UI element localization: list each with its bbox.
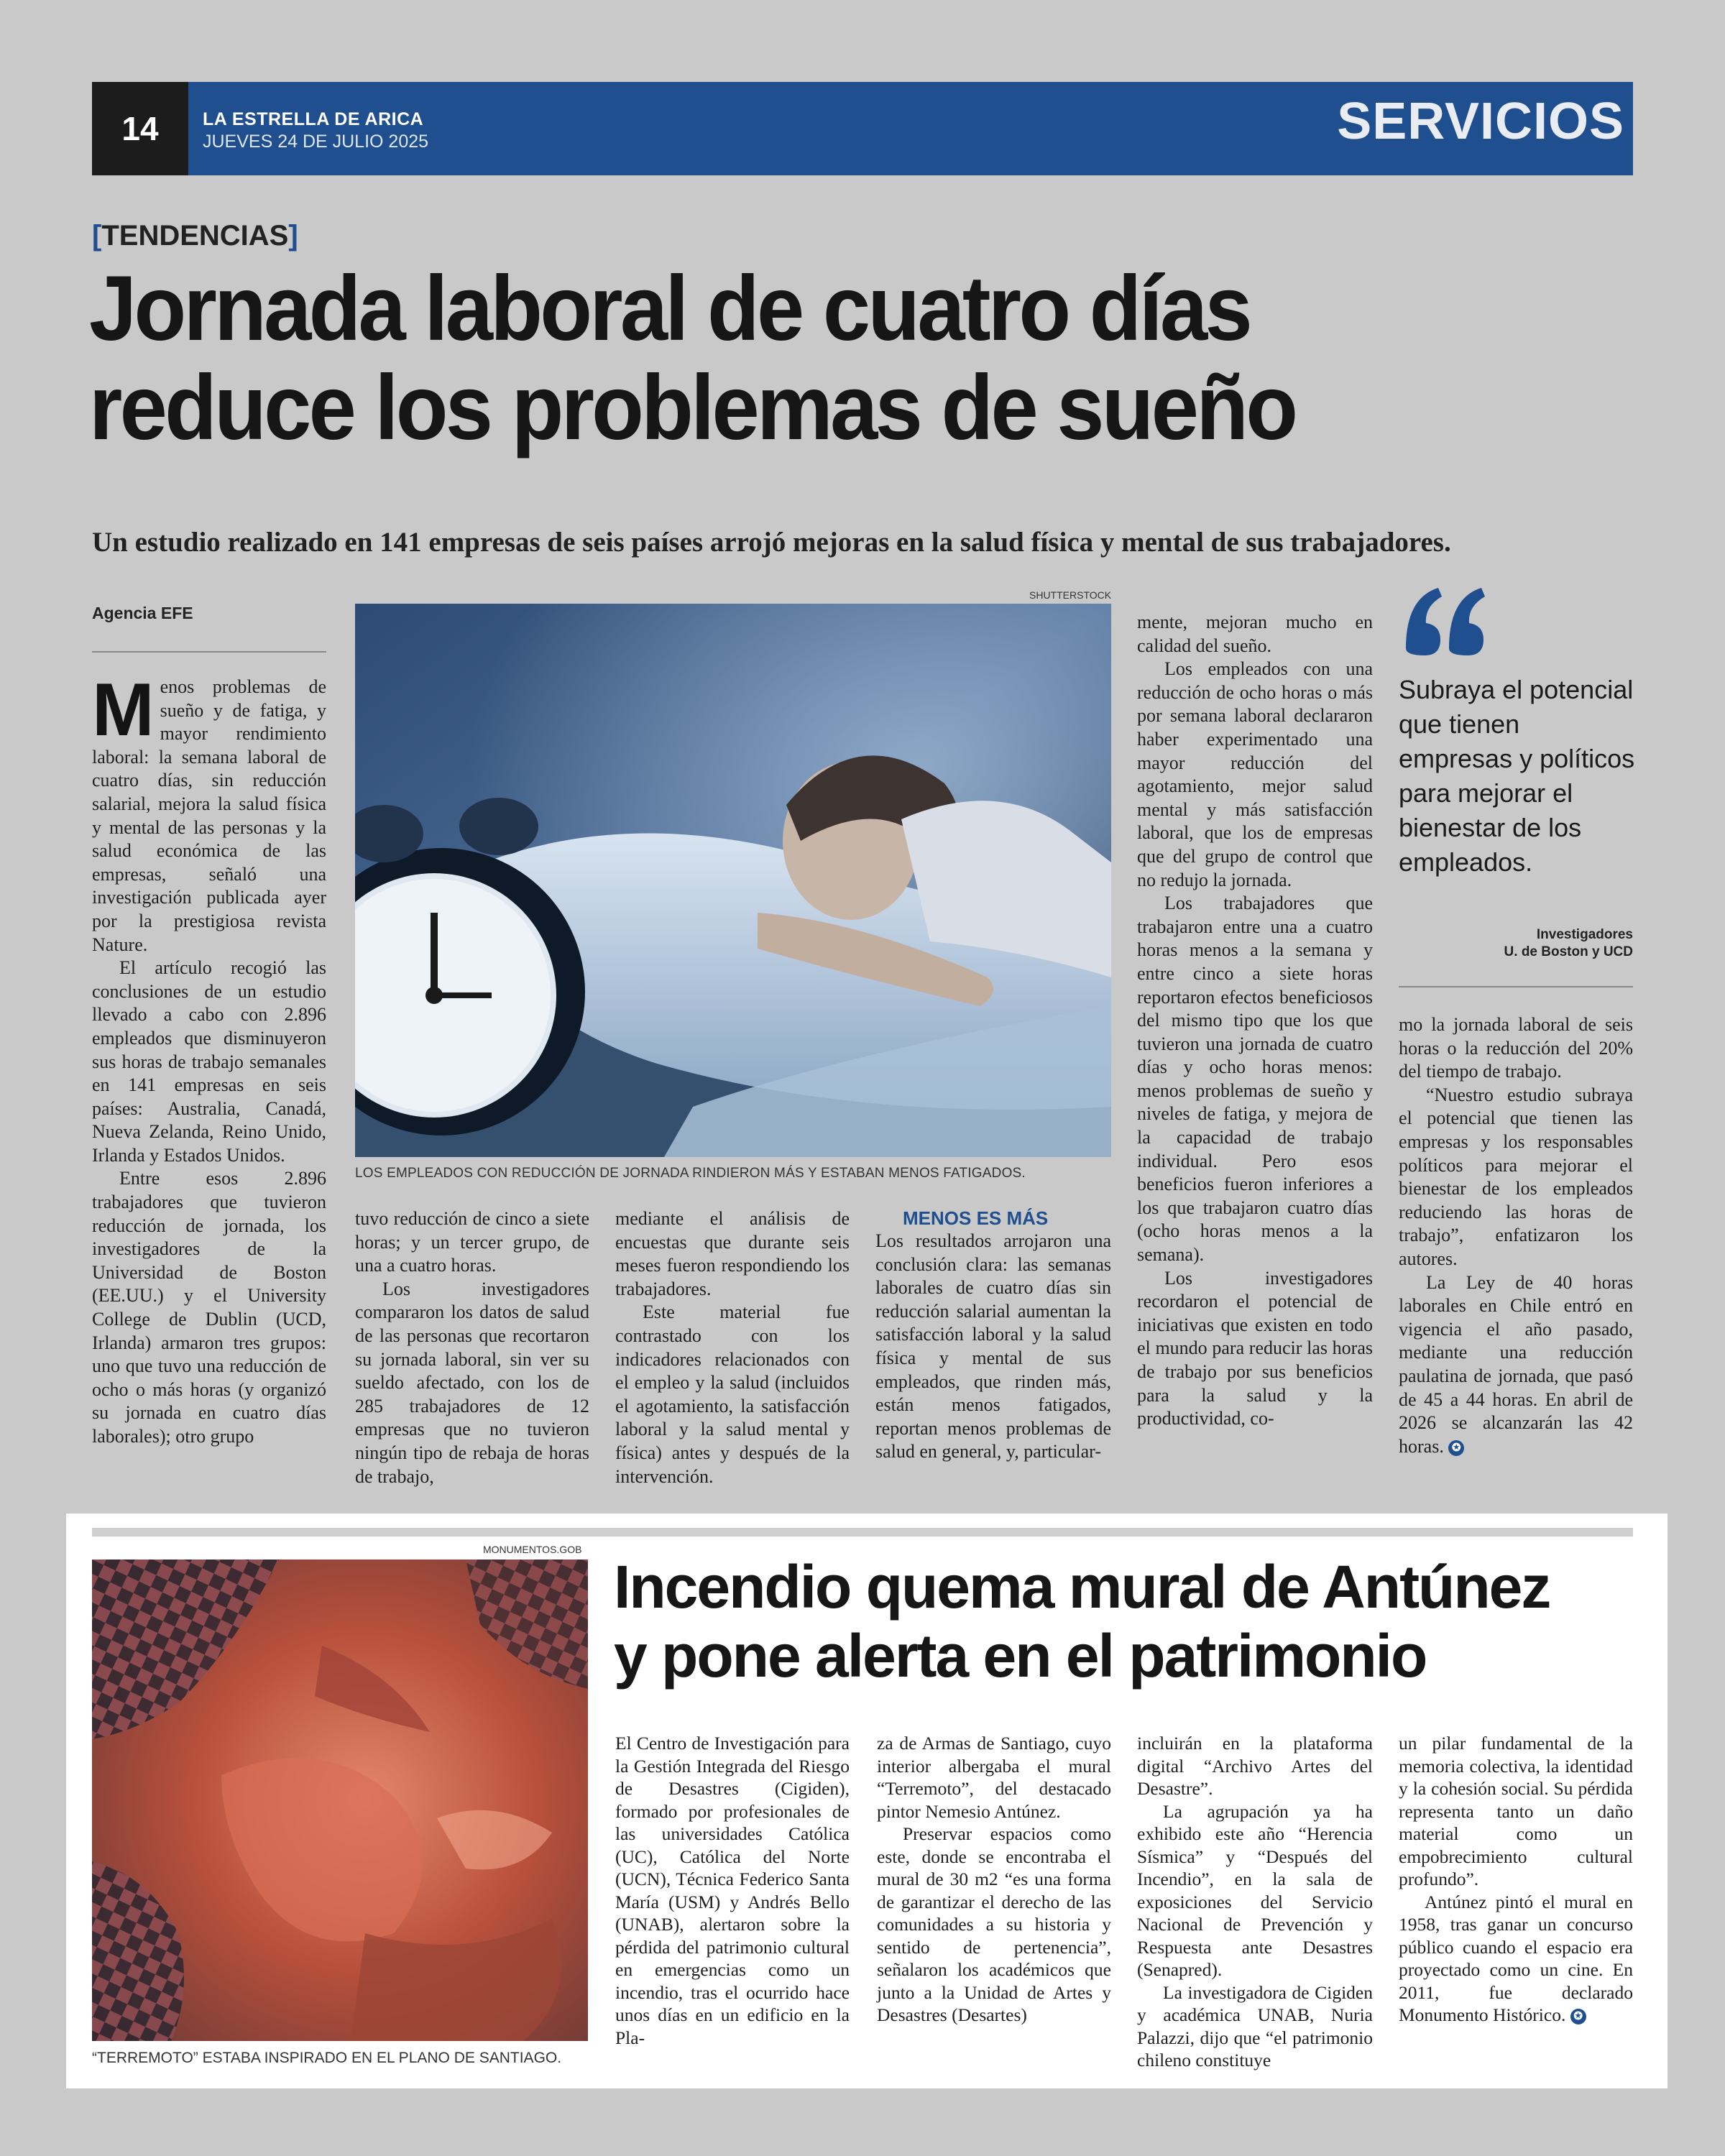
photo-caption: LOS EMPLEADOS CON REDUCCIÓN DE JORNADA RINDIERON MÁS Y ESTABAN MENOS FATIGADOS.	[355, 1166, 1026, 1181]
article-headline	[614, 1552, 1642, 1690]
divider	[92, 1528, 1633, 1537]
headline-line: reduce los problemas de sueño	[89, 356, 1296, 459]
page-number: 14	[92, 82, 188, 175]
quote-mark-icon	[1399, 584, 1492, 670]
paragraph: incluirán en la plataforma digital “Archivo Artes del Desastre”.	[1137, 1733, 1373, 1799]
article-kicker: [TENDENCIAS]	[92, 220, 298, 252]
article-column	[615, 1732, 850, 2049]
paragraph: Los investigadores recordaron el potencial de iniciativas que existen en todo el mundo para reducir las horas de trabajo por sus beneficios para la salud y la productividad, co-	[1137, 1267, 1373, 1429]
article-column	[1399, 1013, 1633, 1458]
paragraph: Los empleados con una reducción de ocho horas o más por semana laboral declararon haber experimentado una mayor reducción del agotamiento, mejor salud mental y más satisfacción laboral, que los de empresas que del grupo de control que no redujo la jornada.	[1137, 658, 1373, 890]
headline-line: y pone alerta en el patrimonio	[614, 1622, 1427, 1690]
end-mark-icon: ✪	[1448, 1440, 1464, 1456]
article-headline	[89, 257, 1527, 459]
quote-attribution: U. de Boston y UCD	[1504, 944, 1633, 959]
article-column	[615, 1207, 850, 1488]
paragraph: Entre esos 2.896 trabajadores que tuvieron reducción de jornada, los investigadores de la Universidad de Boston (EE.UU.) y el University College de Dublin (UCD, Irlanda) armaron tres grupos: uno que tuvo una reducción de ocho o más horas (y organizó su jornada en cuatro días laborales); otro grupo	[92, 1168, 326, 1447]
publication-date: JUEVES 24 DE JULIO 2025	[203, 132, 429, 152]
paragraph: “Nuestro estudio subraya el potencial que tienen las empresas y los responsables políticos para mejorar el bienestar de los empleados reduciendo las horas de trabajo”, enfatizaron los autores.	[1399, 1084, 1633, 1269]
paragraph: Menos problemas de sueño y de fatiga, y mayor rendimiento laboral: la semana laboral de cuatro días, sin reducción salarial, mejora la salud física y mental de las personas y la salud económica de las empresas, señaló una investigación publicada ayer por la prestigiosa revista Nature.	[92, 668, 326, 955]
article-column	[1137, 611, 1373, 1431]
paragraph: tuvo reducción de cinco a siete horas; y un tercer grupo, de una a cuatro horas.	[355, 1208, 589, 1276]
paragraph: Los resultados arrojaron una conclusión clara: las semanas laborales de cuatro días sin reducción salarial aumentan la satisfacción laboral y la salud física y mental de sus empleados, que rinden más, están menos fatigados, reportan menos problemas de salud en general, y, particular-	[875, 1230, 1111, 1462]
paragraph: Antúnez pintó el mural en 1958, tras ganar un concurso público cuando el espacio era proyectado como un cine. En 2011, fue declarado Monumento Histórico. ✪	[1399, 1891, 1633, 2025]
paragraph: La investigadora de Cigiden y académica UNAB, Nuria Palazzi, dijo que “el patrimonio chileno constituye	[1137, 1981, 1373, 2070]
end-mark-icon: ✪	[1570, 2009, 1586, 2024]
article-column	[1399, 1732, 1633, 2027]
paragraph: Los trabajadores que trabajaron entre una a cuatro horas menos a la semana y entre cinco a siete horas reportaron efectos beneficiosos del mismo tipo que los que tuvieron una jornada de cuatro días y ocho horas menos: menos problemas de sueño y niveles de fatiga, y mejora de la capacidad de trabajo individual. Pero esos beneficios fueron inferiores a los que trabajaron cuatro días (ocho horas menos a la semana).	[1137, 893, 1373, 1266]
paragraph: El artículo recogió las conclusiones de un estudio llevado a cabo con 2.896 empleados que disminuyeron sus horas de trabajo semanales en 141 empresas en seis países: Australia, Canadá, Nueva Zelanda, Reino Unido, Irlanda y Estados Unidos.	[92, 957, 326, 1166]
article-column	[877, 1732, 1111, 2027]
paragraph: Este material fue contrastado con los indicadores relacionados con el empleo y la salud (incluidos el agotamiento, la satisfacción laboral y la salud mental y física) antes y después de la intervención.	[615, 1302, 850, 1487]
section-subtitle: MENOS ES MÁS	[903, 1207, 1049, 1229]
quote-attribution: Investigadores	[1536, 927, 1633, 942]
section-title: SERVICIOS	[1337, 93, 1624, 150]
pull-quote: Subraya el potencial que tienen empresas y políticos para mejorar el bienestar de los empleados.	[1399, 675, 1635, 877]
article-subhead: Un estudio realizado en 141 empresas de seis países arrojó mejoras en la salud física y mental de sus trabajadores.	[92, 527, 1451, 558]
paragraph: mente, mejoran mucho en calidad del sueño.	[1137, 612, 1373, 656]
newspaper-name: LA ESTRELLA DE ARICA	[203, 109, 424, 129]
headline-line: Jornada laboral de cuatro días	[89, 257, 1251, 360]
article-column	[1137, 1732, 1373, 2072]
paragraph: mediante el análisis de encuestas que durante seis meses fueron respondiendo los trabajadores.	[615, 1208, 850, 1299]
paragraph: La agrupación ya ha exhibido este año “Herencia Sísmica” y “Después del Incendio”, en la sala de exposiciones del Servicio Nacional de Prevención y Respuesta ante Desastres (Senapred).	[1137, 1800, 1373, 1980]
photo-credit: MONUMENTOS.GOB	[483, 1544, 582, 1555]
paragraph: Los investigadores compararon los datos de salud de las personas que recortaron su jornada laboral, sin ver su sueldo afectado, con los de 285 trabajadores de 12 empresas que no tuvieron ningún tipo de rebaja de horas de trabajo,	[355, 1278, 589, 1487]
paragraph: un pilar fundamental de la memoria colectiva, la identidad y la cohesión social. Su pérdida representa tanto un daño material como un empobrecimiento cultural profundo”.	[1399, 1733, 1633, 1889]
article-column	[355, 1207, 589, 1488]
paragraph: La Ley de 40 horas laborales en Chile entró en vigencia el año pasado, mediante una reducción paulatina de jornada, que pasó de 45 a 44 horas. En abril de 2026 se alcanzarán las 42 horas. ✪	[1399, 1271, 1633, 1457]
kicker-text: TENDENCIAS	[101, 220, 289, 252]
headline-line: Incendio quema mural de Antúnez	[614, 1553, 1550, 1621]
paragraph: Preservar espacios como este, donde se encontraba el mural de 30 m2 “es una forma de garantizar el derecho de las comunidades a su historia y sentido de pertenencia”, señalaron los académicos que junto a la Unidad de Artes y Desastres (Desartes)	[877, 1823, 1111, 2025]
byline: Agencia EFE	[92, 604, 193, 622]
paragraph: El Centro de Investigación para la Gestión Integrada del Riesgo de Desastres (Cigiden), formado por profesionales de las universidades Católica (UC), Católica del Norte (UCN), Técnica Federico Santa María (USM) y Andrés Bello (UNAB), alertaron sobre la pérdida del patrimonio cultural en emergencias como un incendio, tras el ocurrido hace unos días en un edificio en la Pla-	[615, 1733, 850, 2048]
divider	[1399, 986, 1633, 987]
paragraph: mo la jornada laboral de seis horas o la reducción del 20% del tiempo de trabajo.	[1399, 1014, 1633, 1082]
photo-credit: SHUTTERSTOCK	[1029, 589, 1112, 601]
paragraph: za de Armas de Santiago, cuyo interior albergaba el mural “Terremoto”, del destacado pintor Nemesio Antúnez.	[877, 1733, 1111, 1822]
article-column	[875, 1207, 1111, 1464]
photo-caption: “TERREMOTO” ESTABA INSPIRADO EN EL PLANO DE SANTIAGO.	[92, 2050, 562, 2066]
drop-cap: M	[92, 668, 155, 752]
mural-photo	[92, 1560, 588, 2041]
article-column	[92, 668, 326, 1449]
sleeping-woman-photo	[355, 604, 1111, 1157]
divider	[92, 651, 326, 653]
